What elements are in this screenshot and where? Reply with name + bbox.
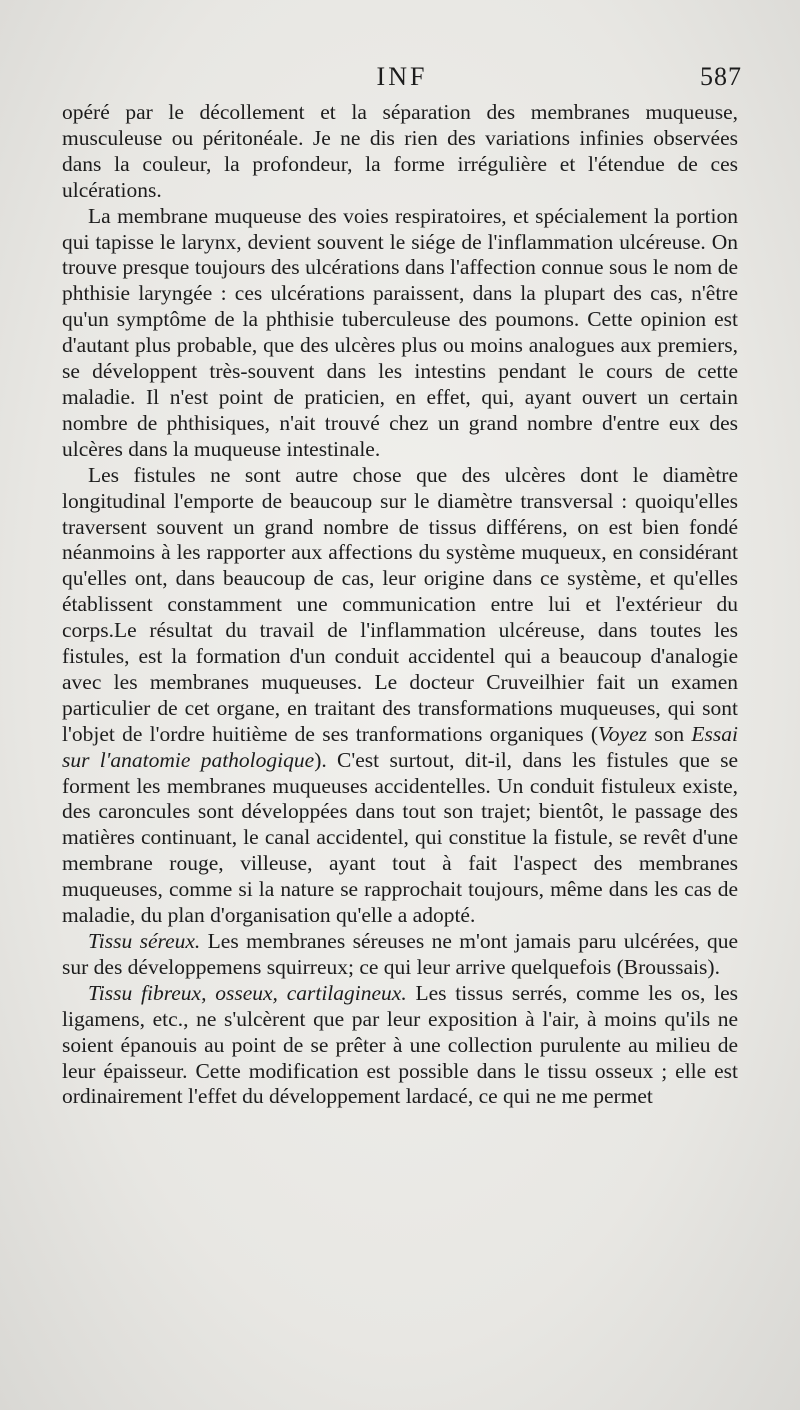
paragraph-tissu-sereux: [62, 929, 738, 981]
paragraph-respiratory-mucosa: La membrane muqueuse des voies respiratoires, et spécialement la portion qui tapisse le larynx, devient souvent le siége de l'inflammation ulcéreuse. On trouve presque toujours des ulcérations dans l'affection connue sous le nom de phthisie laryngée : ces ulcérations paraissent, dans la plupart des cas, n'être qu'un symptôme de la phthisie tuberculeuse des poumons. Cette opinion est d'autant plus probable, que des ulcères plus ou moins analogues aux premiers, se développent très-souvent dans les intestins pendant le cours de cette maladie. Il n'est point de praticien, en effet, qui, ayant ouvert un certain nombre de phthisiques, n'ait trouvé chez un grand nombre d'entre eux des ulcères dans la muqueuse intestinale.: [62, 203, 738, 461]
tissu-sereux-heading: Tissu séreux.: [88, 929, 201, 953]
paragraph-fistules: [62, 463, 738, 929]
fistules-text-1: Les fistules ne sont autre chose que des ulcères dont le diamètre longitudinal l'emporte de beaucoup sur le diamètre transversal : quoiqu'elles traversent souvent un grand nombre de tissus différens, on est bien fondé néanmoins à les rapporter aux affections du système muqueux, en considérant qu'elles ont, dans beaucoup de cas, leur origine dans ce système, et qu'elles établissent constamment une communication entre lui et l'extérieur du corps.Le résultat du travail de l'inflammation ulcéreuse, dans toutes les fistules, est la formation d'un conduit accidentel qui a beaucoup d'analogie avec les membranes muqueuses. Le docteur Cruveilhier fait un examen particulier de cet organe, en traitant des transformations muqueuses, qui sont l'objet de l'ordre huitième de ses tranformations organiques (: [62, 462, 738, 746]
fistules-text-3: ). C'est surtout, dit-il, dans les fistules que se forment les membranes muqueuses accidentelles. Un conduit fistuleux existe, des caroncules sont développées dans tout son trajet; bientôt, le passage des matières continuant, le canal accidentel, qui constitue la fistule, se revêt d'une membrane rouge, villeuse, ayant tout à fait l'aspect des membranes muqueuses, comme si la nature se rapprochait toujours, même dans les cas de maladie, du plan d'organisation qu'elle a adopté.: [62, 747, 738, 928]
page-header: [62, 62, 742, 98]
page-number: 587: [700, 62, 742, 91]
fistules-italic-essai: Essai sur l'anatomie pathologique: [62, 721, 738, 772]
fistules-italic-voyez: Voyez: [598, 721, 647, 746]
paragraph-continuation: opéré par le décollement et la séparation des membranes muqueuse, musculeuse ou péritonéale. Je ne dis rien des variations infinies observées dans la couleur, la profondeur, la forme irrégulière et l'étendue de ces ulcérations.: [62, 100, 738, 202]
body-text: [62, 100, 738, 1110]
fistules-text-2: son: [646, 721, 692, 746]
tissu-fibreux-heading: Tissu fibreux, osseux, cartilagineux.: [88, 980, 407, 1005]
paragraph-tissu-fibreux: [62, 981, 738, 1111]
running-head: INF: [376, 62, 428, 91]
tissu-fibreux-text: Les tissus serrés, comme les os, les ligamens, etc., ne s'ulcèrent que par leur exposition à l'air, à moins qu'ils ne soient épanouis au point de se prêter à une collection purulente au milieu de leur épaisseur. Cette modification est possible dans le tissu osseux ; elle est ordinairement l'effet du développement lardacé, ce qui ne me permet: [62, 980, 738, 1109]
tissu-sereux-text: Les membranes séreuses ne m'ont jamais paru ulcérées, que sur des développemens squirreux; ce qui leur arrive quelquefois (Broussais).: [62, 929, 738, 979]
